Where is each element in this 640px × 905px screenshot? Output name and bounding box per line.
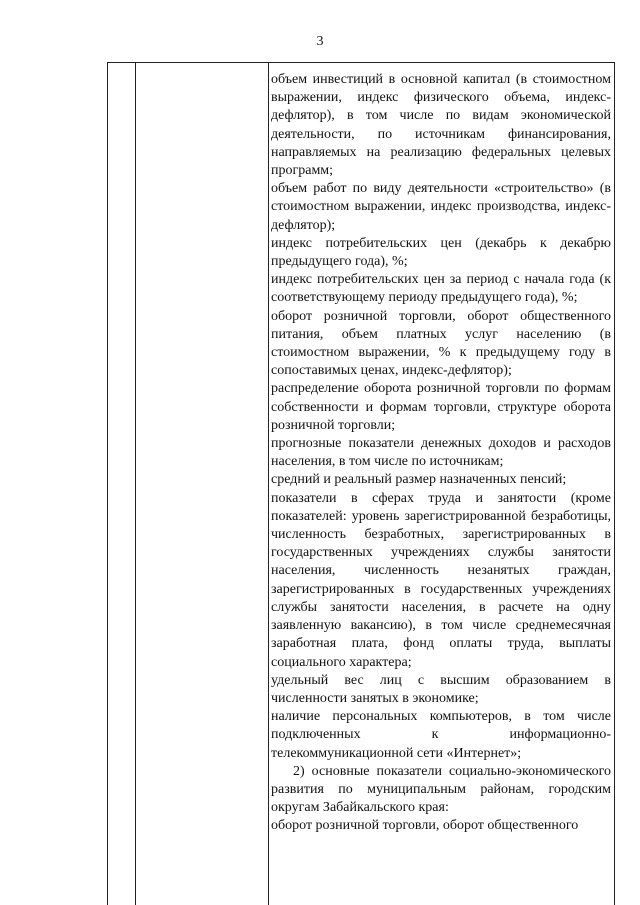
list-item: удельный вес лиц с высшим образованием в численности занятых в экономике; bbox=[271, 672, 611, 706]
table-column-divider bbox=[135, 63, 136, 905]
list-item: индекс потребительских цен за период с начала года (к соответствующему периоду предыдущего года), %; bbox=[271, 272, 611, 306]
list-item: наличие персональных компьютеров, в том числе подключенных к информационно-телекоммуникационной сети «Интернет»; bbox=[271, 709, 611, 761]
list-item: объем инвестиций в основной капитал (в стоимостном выражении, индекс физического объема, индекс-дефлятор), в том числе по видам экономической деятельности, по источникам финансирования, направляемых на реализацию федеральных целевых программ; bbox=[271, 72, 611, 179]
list-item: индекс потребительских цен (декабрь к декабрю предыдущего года), %; bbox=[271, 235, 611, 270]
list-item: средний и реальный размер назначенных пенсий; bbox=[271, 472, 567, 488]
list-item: оборот розничной торговли, оборот общественного питания, объем платных услуг населению (в стоимостном выражении, % к предыдущему году в сопоставимых ценах, индекс-дефлятор); bbox=[271, 308, 611, 379]
page-number: 3 bbox=[316, 34, 324, 49]
list-item: прогнозные показатели денежных доходов и расходов населения, в том числе по источникам; bbox=[271, 436, 611, 470]
document-table bbox=[107, 62, 615, 905]
list-item: показатели в сферах труда и занятости (кроме показателей: уровень зарегистрированной безработицы, численность безработных, зарегистрированных в государственных учреждениях службы занятости населения, численность незанятых граждан, зарегистрированных в государственных учреждениях службы занятости населения, в расчете на одну заявленную вакансию), в том числе среднемесячная заработная плата, фонд оплаты труда, выплаты социального характера; bbox=[271, 490, 611, 670]
list-item: оборот розничной торговли, оборот общественного bbox=[271, 818, 579, 834]
list-item: объем работ по виду деятельности «строительство» (в стоимостном выражении, индекс производства, индекс-дефлятор); bbox=[271, 181, 611, 233]
table-column-divider bbox=[268, 63, 269, 905]
section-heading: 2) основные показатели социально-экономического развития по муниципальным районам, городским округам Забайкальского края: bbox=[271, 763, 611, 816]
table-text-cell bbox=[271, 71, 611, 836]
list-item: распределение оборота розничной торговли по формам собственности и формам торговли, структуре оборота розничной торговли; bbox=[271, 381, 611, 433]
